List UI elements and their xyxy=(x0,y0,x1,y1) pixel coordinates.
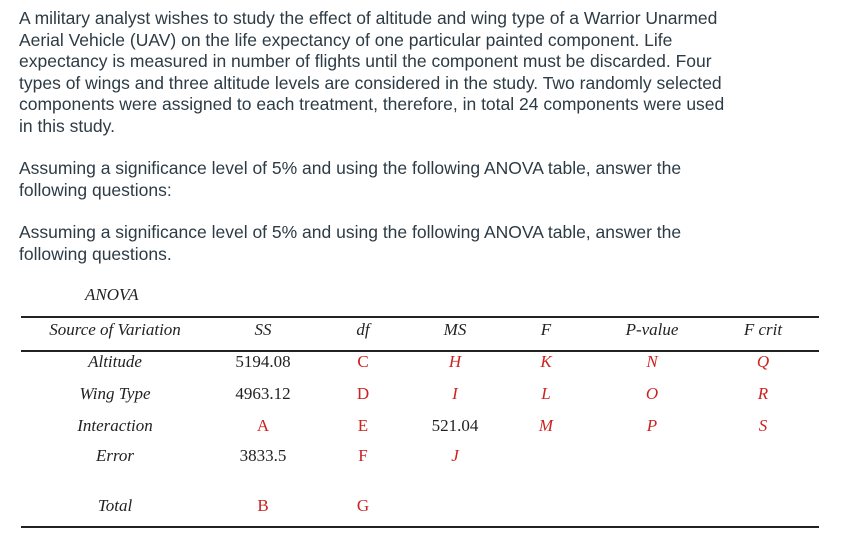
anova-cell: 5194.08 xyxy=(235,352,291,371)
anova-cell: D xyxy=(356,384,370,403)
anova-cell: O xyxy=(645,384,659,403)
anova-row-label: Error xyxy=(95,446,135,465)
anova-header-0: Source of Variation xyxy=(49,320,181,339)
anova-row-label: Interaction xyxy=(77,416,153,435)
anova-cell: H xyxy=(448,352,462,371)
anova-cell: K xyxy=(540,352,552,371)
anova-header-1: SS xyxy=(254,320,272,339)
anova-cell: P xyxy=(646,416,658,435)
anova-cell: E xyxy=(357,416,369,435)
anova-cell: R xyxy=(757,384,769,403)
anova-title: ANOVA xyxy=(85,285,139,304)
anova-cell: 521.04 xyxy=(431,416,479,435)
anova-header-3: MS xyxy=(443,320,467,339)
instructions-paragraph: Assuming a significance level of 5% and using the following ANOVA table, answer the following questions: xyxy=(19,158,682,200)
anova-cell: 3833.5 xyxy=(239,446,287,465)
anova-cell: N xyxy=(646,352,658,371)
anova-cell: M xyxy=(538,416,554,435)
problem-statement: A military analyst wishes to study the effect of altitude and wing type of a Warrior Unarmed Aerial Vehicle (UAV) on the life expectancy of one particular painted component. Life expectancy is measured in number of flights until the component must be discarded. Four types of wings and three altitude levels are considered in the study. Two randomly selected components were assigned to each treatment, therefore, in total 24 components were used in this study. xyxy=(19,8,725,136)
table-top-rule xyxy=(21,316,819,318)
anova-cell: G xyxy=(356,496,370,515)
anova-row-label: Total xyxy=(97,496,133,515)
anova-header-2: df xyxy=(356,320,370,339)
anova-cell: 4963.12 xyxy=(235,384,291,403)
anova-header-4: F xyxy=(540,320,552,339)
anova-header-6: F crit xyxy=(743,320,783,339)
anova-row-label: Altitude xyxy=(88,352,142,371)
anova-cell: L xyxy=(541,384,551,403)
table-bottom-rule xyxy=(21,526,819,528)
anova-header-5: P-value xyxy=(625,320,679,339)
anova-cell: Q xyxy=(756,352,770,371)
anova-cell: F xyxy=(358,446,368,465)
anova-cell: B xyxy=(257,496,269,515)
anova-cell: C xyxy=(357,352,369,371)
anova-cell: J xyxy=(451,446,459,465)
instructions-paragraph-repeat: Assuming a significance level of 5% and using the following ANOVA table, answer the following questions. xyxy=(19,222,682,264)
anova-cell: A xyxy=(256,416,270,435)
anova-cell: S xyxy=(758,416,768,435)
anova-row-label: Wing Type xyxy=(79,384,151,403)
anova-cell: I xyxy=(452,384,458,403)
